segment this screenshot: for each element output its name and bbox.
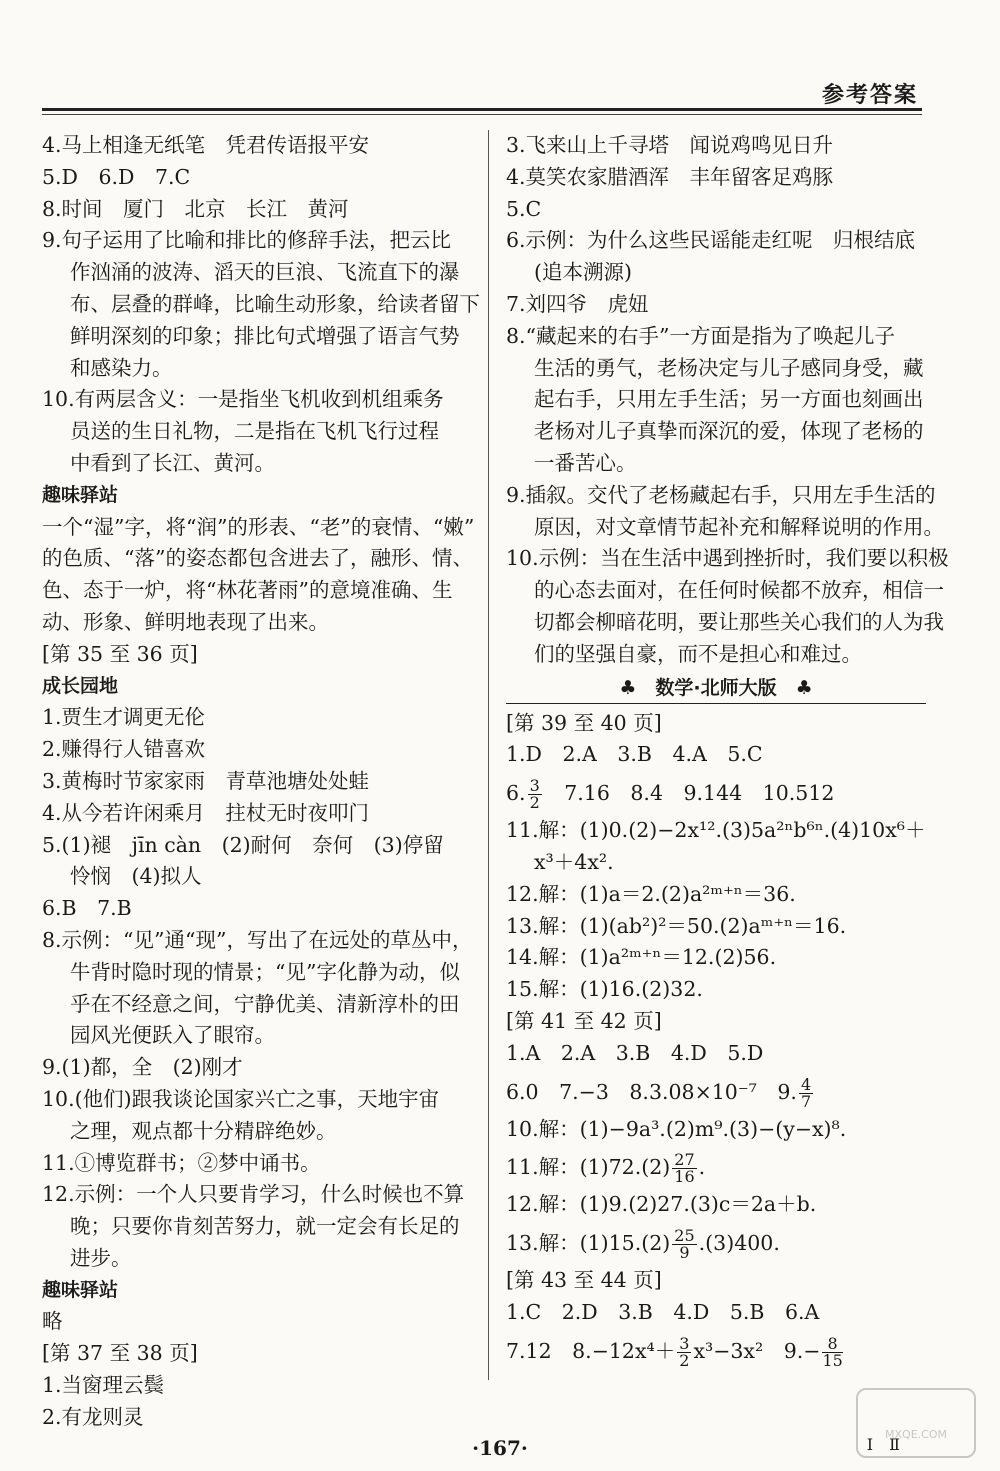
answer-line: 9.句子运用了比喻和排比的修辞手法，把云比	[42, 228, 452, 253]
answer-line: 1.贾生才调更无伦	[42, 705, 206, 730]
fraction-denominator: 15	[822, 1350, 843, 1370]
subject-heading: ♣ 数学·北师大版 ♣	[506, 673, 926, 704]
answer-line: 和感染力。	[70, 355, 173, 380]
answer-text: .(3)400.	[698, 1231, 780, 1256]
answer-line	[506, 1329, 926, 1373]
answer-line: 的色质、“落”的姿态都包含进去了，融形、情、	[42, 546, 473, 571]
section-heading: 趣味驿站	[42, 483, 119, 506]
answer-line: 1.C 2.D 3.B 4.D 5.B 6.A	[506, 1299, 820, 1324]
answer-text: 6.	[506, 781, 526, 806]
answer-line: 怜悯 (4)拟人	[70, 864, 202, 889]
answer-text: 11.解：(1)72.(2)	[506, 1155, 671, 1180]
answer-line: 的心态去面对，在任何时候都不放弃，相信一	[534, 578, 944, 603]
answer-line: 8.“藏起来的右手”一方面是指为了唤起儿子	[506, 323, 896, 348]
fraction	[528, 778, 542, 811]
answer-line: 14.解：(1)a²ᵐ⁺ⁿ＝12.(2)56.	[506, 945, 777, 970]
answer-line	[506, 1070, 926, 1114]
answer-line: 8.示例：“见”通“现”，写出了在远处的草丛中，	[42, 927, 473, 952]
answer-line: 4.从今若许闲乘月 拄杖无时夜叩门	[42, 800, 370, 825]
answer-line: 色、态于一炉，将“林花著雨”的意境准确、生	[42, 578, 453, 603]
fraction-denominator: 16	[674, 1167, 695, 1187]
answer-line: 乎在不经意之间，宁静优美、清新淳朴的田	[70, 991, 460, 1016]
answer-line: 4.马上相逢无纸笔 凭君传语报平安	[42, 133, 370, 157]
answer-line	[506, 771, 926, 815]
answer-line: 之理，观点都十分精辟绝妙。	[70, 1118, 337, 1143]
answer-line: 5.D 6.D 7.C	[42, 164, 191, 189]
answer-line: 13.解：(1)(ab²)²＝50.(2)aᵐ⁺ⁿ＝16.	[506, 913, 847, 938]
watermark-text: MXQE.COM	[885, 1428, 947, 1441]
fraction-numerator: 27	[674, 1150, 695, 1170]
answer-line: 15.解：(1)16.(2)32.	[506, 977, 703, 1002]
answer-line: 牛背时隐时现的情景；“见”字化静为动，似	[70, 959, 460, 984]
answer-line: 3.黄梅时节家家雨 青草池塘处处蛙	[42, 768, 370, 793]
fraction-numerator: 3	[679, 1333, 690, 1353]
answer-text: x³−3x² 9.−	[693, 1338, 821, 1363]
fraction	[672, 1152, 696, 1185]
section-heading: 成长园地	[42, 674, 119, 697]
page-range: [第 37 至 38 页]	[42, 1341, 198, 1366]
answer-line: 12.示例：一个人只要肯学习，什么时候也不算	[42, 1182, 465, 1207]
answer-line: (追本溯源)	[534, 260, 632, 285]
answer-line: 起右手，只用左手生活；另一方面也刻画出	[534, 387, 924, 412]
answer-line: 11.解：(1)0.(2)−2x¹².(3)5a²ⁿb⁶ⁿ.(4)10x⁶＋	[506, 818, 926, 843]
answer-line: 10.(他们)跟我谈论国家兴亡之事，天地宇宙	[42, 1086, 440, 1111]
answer-line: 老杨对儿子真挚而深沉的爱，体现了老杨的	[534, 419, 924, 444]
answer-line: 布、层叠的群峰，比喻生动形象，给读者留下	[70, 291, 480, 316]
answer-line	[506, 1221, 926, 1265]
answer-line: 5.C	[506, 196, 542, 221]
answer-line: 作汹涌的波涛、滔天的巨浪、飞流直下的瀑	[70, 260, 460, 285]
answer-line: 11.①博览群书；②梦中诵书。	[42, 1150, 321, 1175]
fraction	[677, 1333, 691, 1370]
answer-line: 3.飞来山上千寻塔 闻说鸡鸣见日升	[506, 133, 834, 157]
answer-line: 园风光便跃入了眼帘。	[70, 1023, 275, 1048]
answer-text: 6.0 7.−3 8.3.08×10⁻⁷ 9.	[506, 1079, 797, 1104]
answer-text: 7.12 8.−12x⁴＋	[506, 1338, 676, 1363]
answer-line: 6.示例：为什么这些民谣能走红呢 归根结底	[506, 228, 916, 253]
fraction-numerator: 4	[800, 1074, 812, 1094]
answer-line: 2.有龙则灵	[42, 1404, 144, 1429]
section-heading: 趣味驿站	[42, 1278, 119, 1301]
answer-line: 们的坚强自豪，而不是担心和难过。	[534, 641, 862, 666]
answer-line: 7.刘四爷 虎妞	[506, 291, 649, 316]
page-range: [第 43 至 44 页]	[506, 1268, 662, 1293]
header-rule-thick	[42, 108, 922, 111]
answer-text: .	[698, 1155, 706, 1180]
answer-line: 1.当窗理云鬓	[42, 1373, 165, 1398]
answer-line	[506, 1145, 926, 1189]
answer-line: 4.莫笑农家腊酒浑 丰年留客足鸡豚	[506, 164, 834, 189]
fraction-denominator: 2	[679, 1350, 690, 1370]
answer-line: 鲜明深刻的印象；排比句式增强了语言气势	[70, 323, 460, 348]
answer-line: 中看到了长江、黄河。	[70, 450, 275, 475]
answer-line: 一个“湿”字，将“润”的形表、“老”的衰情、“嫩”	[42, 514, 475, 539]
answer-line: 10.解：(1)−9a³.(2)m⁹.(3)−(y−x)⁸.	[506, 1116, 847, 1141]
answer-line: x³＋4x².	[534, 849, 614, 874]
fraction	[672, 1228, 696, 1261]
answer-line: 10.有两层含义：一是指坐飞机收到机组乘务	[42, 387, 444, 412]
fraction-denominator: 7	[800, 1091, 812, 1111]
fraction-denominator: 9	[679, 1243, 690, 1263]
page-range: [第 39 至 40 页]	[506, 710, 662, 735]
fraction-numerator: 8	[822, 1336, 842, 1353]
answer-line: 原因，对文章情节起补充和解释说明的作用。	[534, 514, 944, 539]
page-range: [第 35 至 36 页]	[42, 641, 198, 666]
answer-line: 1.D 2.A 3.B 4.A 5.C	[506, 742, 763, 767]
answer-line: 切都会柳暗花明，要让那些关心我们的人为我	[534, 609, 944, 634]
answer-line: 8.时间 厦门 北京 长江 黄河	[42, 196, 349, 221]
answer-text: 13.解：(1)15.(2)	[506, 1231, 671, 1256]
column-divider	[488, 130, 489, 1380]
answer-line: 1.A 2.A 3.B 4.D 5.D	[506, 1040, 764, 1065]
answer-line: 一番苦心。	[534, 450, 637, 475]
answer-line: 略	[42, 1309, 63, 1334]
answer-line: 12.解：(1)a＝2.(2)a²ᵐ⁺ⁿ＝36.	[506, 881, 796, 906]
right-column	[506, 130, 949, 1373]
answer-line: 6.B 7.B	[42, 896, 132, 921]
header-title: 参考答案	[821, 83, 918, 108]
fraction	[799, 1074, 813, 1111]
header-rule-thin	[42, 114, 922, 115]
page-number: ·167·	[472, 1436, 528, 1460]
answer-line: 10.示例：当在生活中遇到挫折时，我们要以积极	[506, 546, 949, 571]
answer-text: 7.16 8.4 9.144 10.512	[543, 781, 835, 806]
answer-line: 9.插叙。交代了老杨藏起右手，只用左手生活的	[506, 482, 936, 507]
fraction-denominator: 2	[529, 793, 540, 813]
answer-line: 晚；只要你肯刻苦努力，就一定会有长足的	[70, 1214, 460, 1239]
fraction	[822, 1333, 843, 1370]
answer-line: 9.(1)都，全 (2)刚才	[42, 1055, 243, 1080]
fraction-numerator: 3	[529, 776, 540, 796]
answer-line: 12.解：(1)9.(2)27.(3)c＝2a＋b.	[506, 1192, 817, 1217]
answer-line: 动、形象、鲜明地表现了出来。	[42, 609, 329, 634]
answer-line: 生活的勇气，老杨决定与儿子感同身受，藏	[534, 355, 924, 380]
left-column	[42, 130, 480, 1434]
answer-line: 进步。	[70, 1245, 132, 1270]
answer-line: 5.(1)褪 jīn càn (2)耐何 奈何 (3)停留	[42, 832, 444, 857]
answer-line: 员送的生日礼物，二是指在飞机飞行过程	[70, 419, 439, 444]
answer-line: 2.赚得行人错喜欢	[42, 737, 206, 762]
fraction-numerator: 25	[674, 1226, 695, 1246]
corner-marks: Ⅰ Ⅱ	[866, 1435, 900, 1454]
page-range: [第 41 至 42 页]	[506, 1008, 662, 1033]
